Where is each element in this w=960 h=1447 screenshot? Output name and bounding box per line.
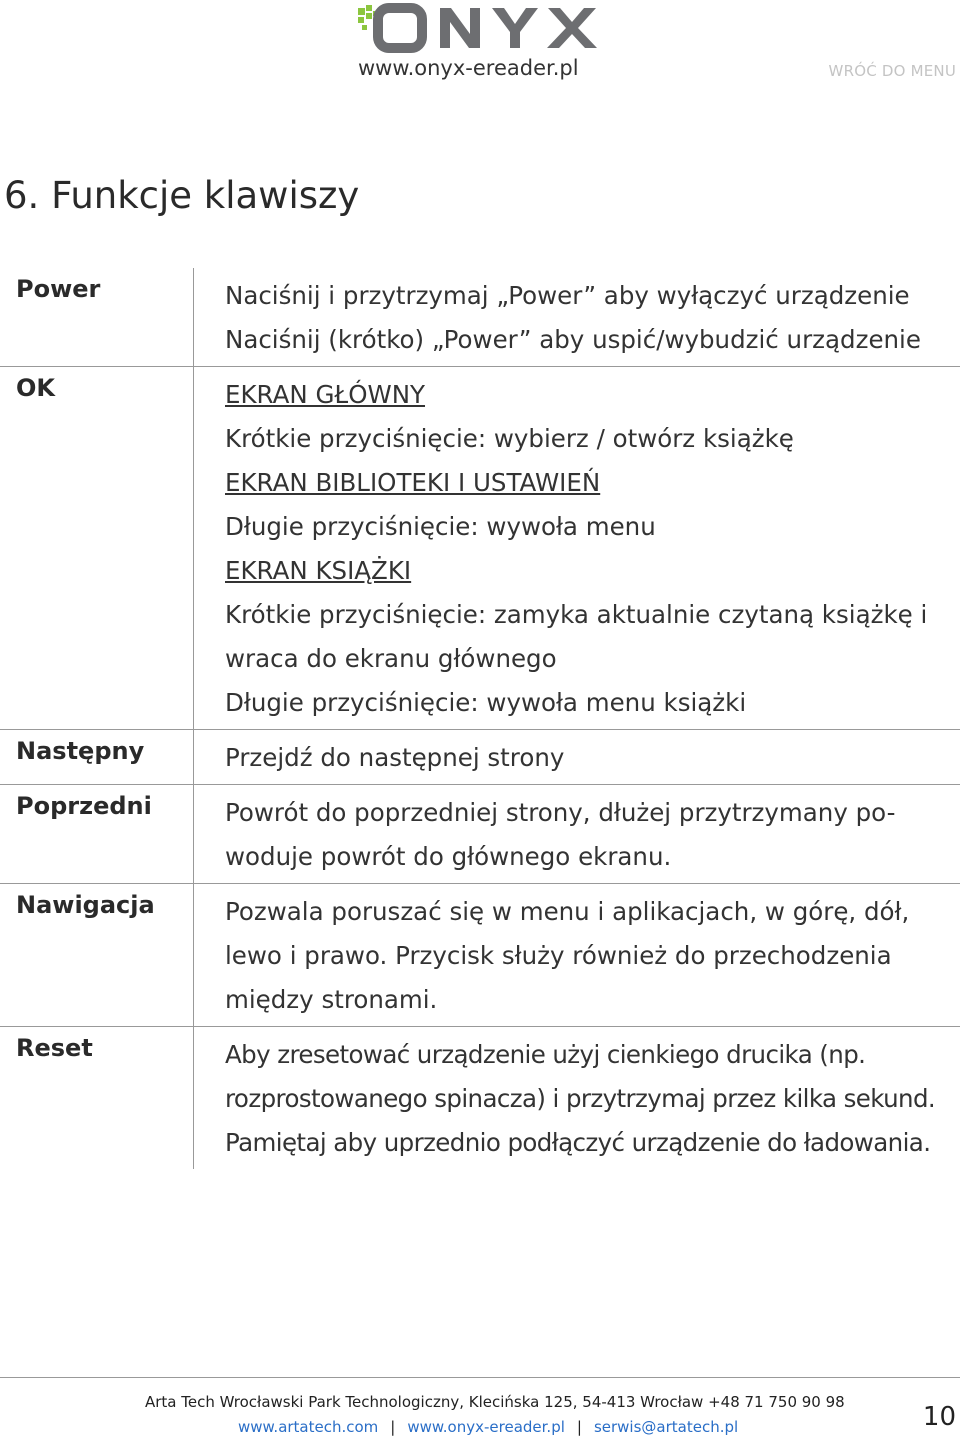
back-to-menu-link[interactable]: WRÓĆ DO MENU [828,62,956,80]
footer-link-artatech[interactable]: www.artatech.com [238,1418,379,1436]
footer-link-service-email[interactable]: serwis@artatech.pl [593,1418,739,1436]
page-title: 6. Funkcje klawiszy [4,174,360,217]
key-description [194,1027,960,1170]
key-description [194,367,960,730]
description-line: Długie przyciśnięcie: wywoła menu książki [225,688,747,717]
description-line: Przejdź do następnej strony [225,743,565,772]
description-line: Pozwala poruszać się w menu i aplikacjach, w górę, dół, [225,897,910,926]
key-name: Następny [0,730,194,785]
description-line: między stronami. [225,985,438,1014]
section-heading-home-screen: EKRAN GŁÓWNY [225,380,426,409]
key-name: Poprzedni [0,785,194,884]
description-line: Długie przyciśnięcie: wywoła menu [225,512,656,541]
key-name: OK [0,367,194,730]
table-row [0,1027,960,1170]
key-name: Nawigacja [0,884,194,1027]
description-line: Powrót do poprzedniej strony, dłużej przytrzymany po- [225,798,896,827]
table-row [0,785,960,884]
table-row [0,367,960,730]
section-heading-library-settings: EKRAN BIBLIOTEKI I USTAWIEŃ [225,468,601,497]
site-url[interactable]: www.onyx-ereader.pl [358,56,579,80]
section-heading-book-screen: EKRAN KSIĄŻKI [225,556,412,585]
description-line: Naciśnij (krótko) „Power” aby uspić/wybudzić urządzenie [225,325,921,354]
footer-separator: | [576,1418,582,1436]
footer-links [238,1418,738,1436]
description-line: Naciśnij i przytrzymaj „Power” aby wyłączyć urządzenie [225,281,910,310]
description-line: woduje powrót do głównego ekranu. [225,842,672,871]
key-functions-table [0,268,960,1169]
page-number: 10 [922,1402,956,1432]
footer-address: Arta Tech Wrocławski Park Technologiczny, Klecińska 125, 54-413 Wrocław +48 71 750 90 98 [145,1393,845,1411]
footer-link-onyx[interactable]: www.onyx-ereader.pl [407,1418,565,1436]
description-line: rozprostowanego spinacza) i przytrzymaj przez kilka sekund. [225,1084,936,1113]
table-row [0,884,960,1027]
key-name: Reset [0,1027,194,1170]
table-row [0,730,960,785]
description-line: Krótkie przyciśnięcie: wybierz / otwórz książkę [225,424,794,453]
key-description [194,730,960,785]
key-description [194,785,960,884]
key-description [194,268,960,367]
description-line: Krótkie przyciśnięcie: zamyka aktualnie czytaną książkę i [225,600,928,629]
onyx-logo [356,2,606,54]
key-name: Power [0,268,194,367]
table-row [0,268,960,367]
description-line: wraca do ekranu głównego [225,644,557,673]
footer-separator: | [390,1418,396,1436]
description-line: Aby zresetować urządzenie użyj cienkiego drucika (np. [225,1040,866,1069]
key-description [194,884,960,1027]
description-line: Pamiętaj aby uprzednio podłączyć urządzenie do ładowania. [225,1128,931,1157]
description-line: lewo i prawo. Przycisk służy również do przechodzenia [225,941,892,970]
footer-divider [0,1377,960,1378]
